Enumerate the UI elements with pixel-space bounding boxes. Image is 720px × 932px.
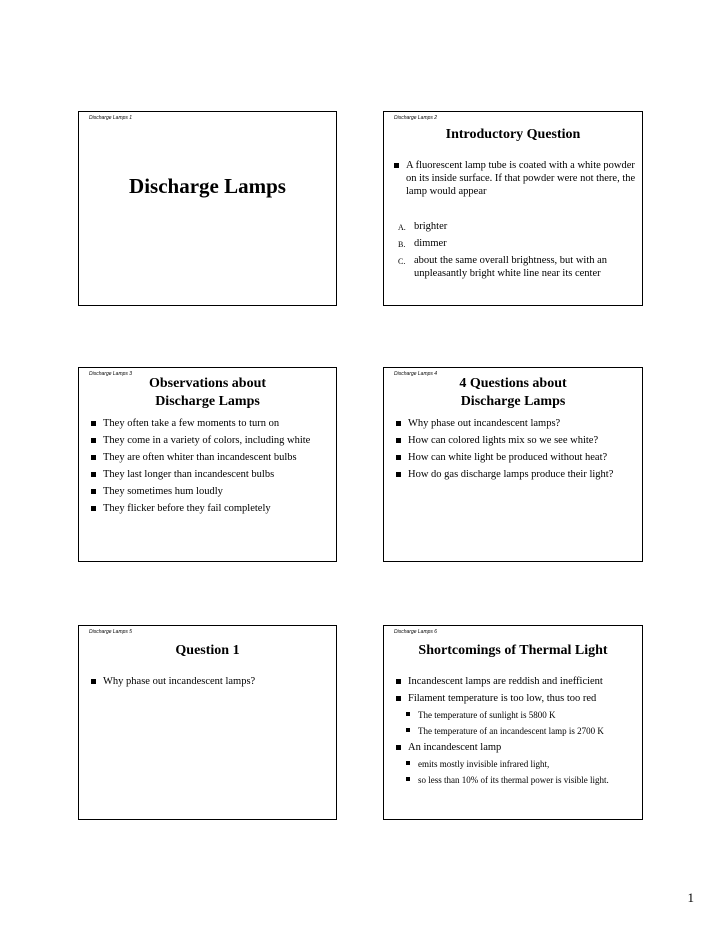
bullet-list bbox=[392, 159, 636, 202]
slide-title-line-2: Discharge Lamps bbox=[460, 394, 566, 409]
bullet-item: A fluorescent lamp tube is coated with a white powder on its inside surface. If that powder were not there, the lamp would appear bbox=[392, 159, 636, 198]
bullet-item: How can colored lights mix so we see white? bbox=[394, 434, 642, 447]
bullet-item: An incandescent lamp bbox=[394, 741, 642, 754]
slide-2 bbox=[383, 111, 643, 306]
bullet-list bbox=[89, 675, 335, 692]
slide-title: Discharge Lamps bbox=[129, 174, 286, 198]
slide-title bbox=[79, 375, 336, 411]
slide-header: Discharge Lamps 5 bbox=[89, 629, 133, 635]
answer-options bbox=[398, 220, 634, 284]
slide-title: Question 1 bbox=[175, 643, 240, 658]
bullet-list bbox=[394, 417, 642, 485]
sub-bullet-item: so less than 10% of its thermal power is visible light. bbox=[394, 774, 642, 787]
slide-4 bbox=[383, 367, 643, 562]
answer-option-a bbox=[398, 220, 634, 233]
bullet-item: Incandescent lamps are reddish and inefficient bbox=[394, 675, 642, 688]
option-letter: C. bbox=[398, 257, 406, 266]
slide-6 bbox=[383, 625, 643, 820]
bullet-item: They last longer than incandescent bulbs bbox=[89, 468, 335, 481]
slide-5 bbox=[78, 625, 337, 820]
slide-header: Discharge Lamps 2 bbox=[394, 115, 438, 121]
option-text: brighter bbox=[414, 221, 448, 232]
slide-title: Shortcomings of Thermal Light bbox=[418, 643, 608, 658]
sub-bullet-item: The temperature of an incandescent lamp is 2700 K bbox=[394, 725, 642, 738]
answer-option-b bbox=[398, 237, 634, 250]
option-letter: A. bbox=[398, 223, 406, 232]
slide-title-line-2: Discharge Lamps bbox=[155, 394, 260, 409]
slide-3 bbox=[78, 367, 337, 562]
bullet-item: They flicker before they fail completely bbox=[89, 502, 335, 515]
answer-option-c bbox=[398, 254, 634, 280]
option-text: dimmer bbox=[414, 238, 447, 249]
bullet-item: They often take a few moments to turn on bbox=[89, 417, 335, 430]
bullet-list bbox=[394, 675, 642, 790]
slide-1 bbox=[78, 111, 337, 306]
bullet-item: They come in a variety of colors, including white bbox=[89, 434, 335, 447]
slide-title-line-1: 4 Questions about bbox=[459, 376, 567, 391]
bullet-item: How do gas discharge lamps produce their light? bbox=[394, 468, 642, 481]
option-text: about the same overall brightness, but with an unpleasantly bright white line near its center bbox=[414, 255, 608, 279]
bullet-item: How can white light be produced without heat? bbox=[394, 451, 642, 464]
bullet-list bbox=[89, 417, 335, 519]
bullet-item: They sometimes hum loudly bbox=[89, 485, 335, 498]
bullet-item: Why phase out incandescent lamps? bbox=[394, 417, 642, 430]
slide-header: Discharge Lamps 6 bbox=[394, 629, 438, 635]
option-letter: B. bbox=[398, 240, 406, 249]
sub-bullet-item: emits mostly invisible infrared light, bbox=[394, 758, 642, 771]
bullet-item: Why phase out incandescent lamps? bbox=[89, 675, 335, 688]
slide-title bbox=[384, 375, 642, 411]
bullet-item: They are often whiter than incandescent bulbs bbox=[89, 451, 335, 464]
slide-header: Discharge Lamps 3 bbox=[89, 371, 133, 377]
slide-header: Discharge Lamps 1 bbox=[89, 115, 133, 121]
sub-bullet-item: The temperature of sunlight is 5800 K bbox=[394, 709, 642, 722]
slide-header: Discharge Lamps 4 bbox=[394, 371, 438, 377]
slide-title-line-1: Observations about bbox=[148, 376, 267, 391]
slide-title: Introductory Question bbox=[445, 127, 581, 142]
bullet-item: Filament temperature is too low, thus too red bbox=[394, 692, 642, 705]
page-number: 1 bbox=[687, 890, 694, 905]
